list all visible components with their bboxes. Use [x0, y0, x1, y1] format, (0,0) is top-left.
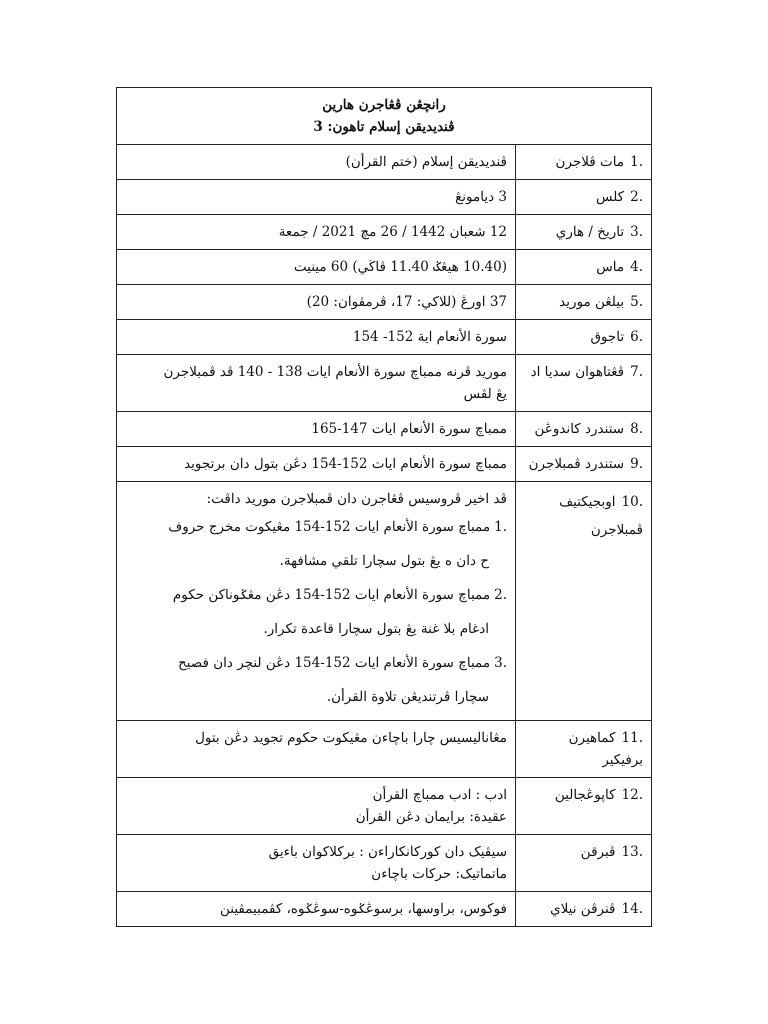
row-label-cell: [516, 145, 652, 180]
table-row: [117, 482, 652, 721]
row-number: 5.: [630, 294, 643, 310]
row-label-cell: [516, 285, 652, 320]
row-label: ڤمبلاجرن: [590, 522, 643, 538]
row-label-cell: [516, 250, 652, 285]
objective-item: [125, 646, 507, 680]
row-value-cell: [117, 892, 516, 927]
row-value-cell: [117, 355, 516, 412]
objective-number: 3.: [494, 655, 507, 671]
row-label: بيلڠن موريد: [559, 294, 625, 310]
objective-item: [125, 510, 507, 544]
table-row: [117, 447, 652, 482]
row-label-cell: [516, 447, 652, 482]
row-label-cell: [516, 412, 652, 447]
row-value-line: يڠ لڤس: [463, 386, 507, 402]
table-row: [117, 285, 652, 320]
row-label: ستندرد ڤمبلاجرن: [528, 456, 625, 472]
objective-text: ادغام بلا غنة يڠ بتول سچارا قاعدة تكرار.: [263, 621, 489, 637]
table-row: [117, 355, 652, 412]
objectives-intro: ڤد اخير ڤروسيس ڤڠاجرن دان ڤمبلاجرن موريد داڤت:: [206, 491, 507, 507]
row-label-cell: [516, 778, 652, 835]
row-value-line: عقيدة: برايمان دڠن القرأن: [355, 809, 507, 825]
row-number: 11.: [621, 730, 643, 746]
row-value-line: موريد ڤرنه ممباچ سورة الأنعام ايات 138 - 140 ڤد ڤمبلاجرن: [163, 364, 507, 380]
row-number: 10.: [621, 494, 643, 510]
row-number: 12.: [621, 787, 643, 803]
row-value-line: ادب : ادب ممباچ القرأن: [372, 787, 507, 803]
row-value: 12 شعبان 1442 / 26 مچ 2021 / جمعة: [278, 224, 507, 240]
row-number: 13.: [621, 844, 643, 860]
row-value-cell: [117, 320, 516, 355]
row-label: كلس: [596, 189, 625, 205]
table-row: [117, 835, 652, 892]
objective-text: سچارا ڤرتنديڠن تلاوة القرأن.: [326, 689, 489, 705]
row-value-line: سيڤيک دان كوركانكاراءن : بركلاكوان باءيق: [268, 844, 507, 860]
row-label: ڤنرڤن نيلاي: [550, 901, 616, 917]
objective-number: 1.: [494, 519, 507, 535]
row-value-cell: [117, 447, 516, 482]
table-row: [117, 145, 652, 180]
document-subtitle: ڤنديديقن إسلام تاهون: 3: [313, 119, 455, 135]
row-label: تاريخ / هاري: [555, 224, 625, 240]
row-label: كاپوڠجالين: [554, 787, 616, 803]
row-value: مڠاناليسيس چارا باچاءن مڠيكوت حكوم تجويد دڠن بتول: [195, 730, 507, 746]
table-row: [117, 778, 652, 835]
objective-text: ممباچ سورة الأنعام ايات 152-154 مڠيكوت مخرج حروف: [168, 519, 491, 535]
row-value-cell: [117, 835, 516, 892]
row-number: 9.: [630, 456, 643, 472]
row-label-cell: [516, 355, 652, 412]
row-value: ڤنديديقن إسلام (ختم القرأن): [345, 154, 507, 170]
row-value-cell: [117, 721, 516, 778]
row-label-cell: [516, 482, 652, 721]
row-value-cell: [117, 215, 516, 250]
row-value-cell: [117, 180, 516, 215]
row-value-cell: [117, 482, 516, 721]
row-label-cell: [516, 835, 652, 892]
row-label-cell: [516, 180, 652, 215]
table-row: [117, 412, 652, 447]
objective-item: [125, 578, 507, 612]
row-label-cell: [516, 320, 652, 355]
table-row: [117, 320, 652, 355]
row-value: ممباچ سورة الأنعام ايات 152-154 دڠن بتول دان برتجويد: [184, 456, 507, 472]
row-value: 37 اورڠ (للاكي: 17، ڤرمڤوان: 20): [306, 294, 507, 310]
row-label: ڤڠتاهوان سديا اد: [530, 364, 625, 380]
row-value: 3 ديامونڠ: [455, 189, 507, 205]
objective-number: 2.: [494, 587, 507, 603]
objective-text: ح دان ه يڠ بتول سچارا تلقي مشافهة.: [279, 553, 489, 569]
row-label-cell: [516, 215, 652, 250]
row-label: ماس: [596, 259, 625, 275]
row-label: ستندرد كاندوڠن: [534, 421, 625, 437]
row-value-cell: [117, 250, 516, 285]
row-value: فوكوس، براوسها، برسوڠݢوه-سوڠݢوه، كڤمبيمڤينن: [219, 901, 507, 917]
row-number: 1.: [630, 154, 643, 170]
row-label: كماهيرن برفيكير: [568, 730, 643, 768]
table-row: [117, 215, 652, 250]
row-label: مات ڤلاجرن: [555, 154, 625, 170]
row-value-line: ماتماتيک: حركات باچاءن: [371, 866, 507, 882]
document-title: رانچڠن ڤڠاجرن هارين: [322, 97, 446, 113]
row-number: 8.: [630, 421, 643, 437]
row-value-cell: [117, 412, 516, 447]
row-label: اوبجيكتيف: [559, 494, 616, 510]
lesson-plan-table: [116, 87, 652, 927]
table-row: [117, 250, 652, 285]
row-value: (10.40 هيڠݢ 11.40 ڤاڬي) 60 مينيت: [293, 259, 507, 275]
table-row: [117, 892, 652, 927]
row-value: سورة الأنعام اية 152- 154: [352, 329, 507, 345]
row-number: 4.: [630, 259, 643, 275]
row-number: 14.: [621, 901, 643, 917]
row-label-cell: [516, 721, 652, 778]
row-number: 7.: [630, 364, 643, 380]
objective-text: ممباچ سورة الأنعام ايات 152-154 دڠن مڠݢوناكن حكوم: [172, 587, 491, 603]
table-row: [117, 180, 652, 215]
row-value-cell: [117, 778, 516, 835]
table-header-cell: [117, 88, 652, 145]
row-value-cell: [117, 285, 516, 320]
row-number: 3.: [630, 224, 643, 240]
row-value-cell: [117, 145, 516, 180]
objective-text: ممباچ سورة الأنعام ايات 152-154 دڠن لنچر دان فصيح: [177, 655, 491, 671]
table-row: [117, 721, 652, 778]
row-label: ڤبرقن: [580, 844, 616, 860]
row-label: تاجوق: [590, 329, 625, 345]
row-number: 6.: [630, 329, 643, 345]
table-header-row: [117, 88, 652, 145]
row-value: ممباچ سورة الأنعام ايات 147-165: [311, 421, 507, 437]
row-number: 2.: [630, 189, 643, 205]
row-label-cell: [516, 892, 652, 927]
